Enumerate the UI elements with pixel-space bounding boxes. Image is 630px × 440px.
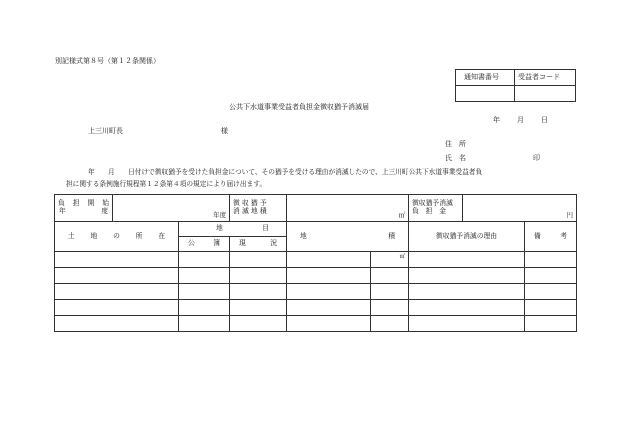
- area-unit: ㎡: [398, 210, 406, 219]
- land-category-char: 目: [262, 224, 269, 233]
- land-location-char: 所: [135, 231, 143, 240]
- deferral-amount-label: 徴収猶予消滅 負 担 金: [409, 195, 463, 222]
- current-status-cell[interactable]: [230, 268, 287, 284]
- land-location-cell[interactable]: [55, 268, 179, 284]
- official-register-cell[interactable]: [179, 284, 230, 300]
- current-status-cell[interactable]: [230, 316, 287, 332]
- seal-mark: 印: [533, 154, 540, 162]
- applicant-name-label: 氏 名: [445, 154, 466, 162]
- deferral-area-label: 徴 収 猶 予 消 滅 地 積: [230, 195, 287, 222]
- area-cell-b[interactable]: [371, 284, 409, 300]
- start-year-char: 開: [87, 199, 95, 208]
- body-text-line-1: 年 月 日付けで徴収猶予を受けた負担金について、その猶予を受ける理由が消滅したので、上三川町公共下水道事業受益者負: [88, 168, 483, 176]
- start-year-char: 度: [101, 207, 108, 215]
- remarks-char: 考: [560, 231, 568, 240]
- area-header: [287, 222, 409, 252]
- land-location-cell[interactable]: [55, 284, 179, 300]
- current-status-cell[interactable]: [230, 300, 287, 316]
- land-location-header: [55, 222, 179, 252]
- official-register-cell[interactable]: [179, 316, 230, 332]
- reason-cell[interactable]: [409, 284, 525, 300]
- reason-header: 徴収猶予消滅の理由: [409, 222, 525, 252]
- remarks-cell[interactable]: [525, 252, 577, 268]
- applicant-address-label: 住 所: [445, 140, 466, 148]
- current-status-header: [230, 237, 287, 252]
- official-register-cell[interactable]: [179, 300, 230, 316]
- fiscal-year-unit: 年度: [213, 210, 226, 219]
- area-cell-b[interactable]: [371, 300, 409, 316]
- start-year-input[interactable]: [113, 195, 230, 222]
- remarks-cell[interactable]: [525, 284, 577, 300]
- table-row: [55, 300, 577, 316]
- land-category-header: [179, 222, 287, 237]
- area-cell-a[interactable]: [287, 300, 371, 316]
- date-year-label: 年: [493, 116, 500, 124]
- land-location-char: 在: [158, 231, 165, 240]
- land-location-char: の: [113, 231, 120, 240]
- start-year-char: 始: [102, 199, 109, 208]
- start-year-char: 担: [72, 199, 80, 208]
- remarks-cell[interactable]: [525, 300, 577, 316]
- reason-cell[interactable]: [409, 300, 525, 316]
- addressee-name: 上三川町長: [88, 127, 123, 135]
- table-row: [55, 284, 577, 300]
- land-location-cell[interactable]: [55, 316, 179, 332]
- table-row: [55, 252, 577, 268]
- reason-cell[interactable]: [409, 268, 525, 284]
- start-year-char: 負: [58, 199, 65, 208]
- yen-unit: 円: [566, 210, 574, 219]
- date-month-label: 月: [517, 116, 524, 124]
- official-register-char: 簿: [213, 239, 220, 248]
- beneficiary-code-label: 受益者コード: [518, 73, 560, 81]
- remarks-cell[interactable]: [525, 268, 577, 284]
- remarks-header: [525, 222, 577, 252]
- start-year-char: 年: [59, 207, 66, 215]
- official-register-cell[interactable]: [179, 252, 230, 268]
- current-status-char: 況: [270, 239, 277, 248]
- sqm-unit: ㎡: [399, 254, 406, 260]
- notice-number-label: 通知書番号: [464, 73, 499, 81]
- area-char: 積: [388, 231, 396, 240]
- official-register-char: 公: [188, 239, 195, 248]
- remarks-char: 備: [534, 231, 541, 240]
- deferral-area-input[interactable]: [287, 195, 409, 222]
- table-row: [55, 268, 577, 284]
- start-year-label: [55, 195, 113, 222]
- table-row: [55, 316, 577, 332]
- land-location-cell[interactable]: [55, 252, 179, 268]
- area-cell-a[interactable]: [287, 316, 371, 332]
- form-number: 別記様式第８号（第１２条関係）: [55, 57, 160, 65]
- official-register-cell[interactable]: [179, 268, 230, 284]
- current-status-cell[interactable]: [230, 284, 287, 300]
- current-status-cell[interactable]: [230, 252, 287, 268]
- area-cell-b[interactable]: [371, 316, 409, 332]
- notice-number-input[interactable]: [456, 86, 513, 101]
- area-cell-a[interactable]: [287, 252, 371, 268]
- current-status-char: 現: [239, 239, 246, 248]
- land-category-char: 地: [216, 224, 223, 233]
- date-day-label: 日: [541, 116, 548, 124]
- land-location-char: 土: [68, 231, 75, 240]
- area-cell-b[interactable]: [371, 252, 409, 268]
- body-text-line-2: 担に関する条例施行規程第１２条第４項の規定により届け出ます。: [66, 180, 267, 188]
- reason-cell[interactable]: [409, 252, 525, 268]
- beneficiary-code-input[interactable]: [515, 86, 575, 101]
- land-location-cell[interactable]: [55, 300, 179, 316]
- reason-cell[interactable]: [409, 316, 525, 332]
- area-char: 地: [300, 231, 307, 240]
- official-register-header: [179, 237, 230, 252]
- document-title: 公共下水道事業受益者負担金徴収猶予消滅届: [229, 103, 369, 111]
- area-cell-a[interactable]: [287, 268, 371, 284]
- land-location-char: 地: [90, 231, 98, 240]
- deferral-form-table: [54, 194, 577, 332]
- area-cell-a[interactable]: [287, 284, 371, 300]
- area-cell-b[interactable]: [371, 268, 409, 284]
- deferral-amount-input[interactable]: [463, 195, 577, 222]
- addressee-honorific: 様: [221, 127, 228, 135]
- remarks-cell[interactable]: [525, 316, 577, 332]
